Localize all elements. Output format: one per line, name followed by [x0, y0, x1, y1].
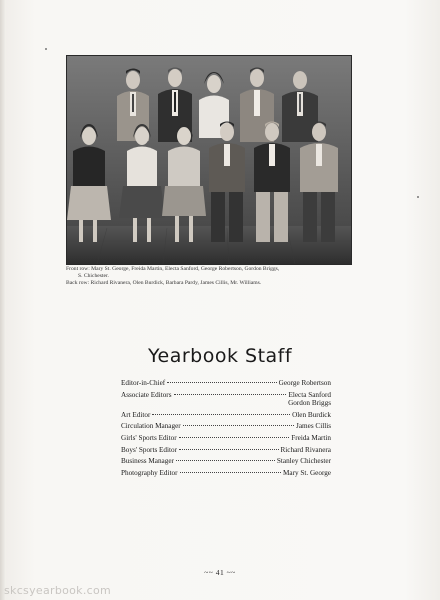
staff-name: Mary St. George	[283, 468, 331, 477]
speck	[45, 48, 47, 50]
leader-dots	[179, 429, 290, 438]
staff-role: Art Editor	[121, 410, 151, 419]
staff-role: Girls' Sports Editor	[121, 433, 177, 442]
staff-name: Freida Martin	[291, 433, 331, 442]
page-number: ~~ 41 ~~	[204, 568, 236, 577]
staff-role: Boys' Sports Editor	[121, 445, 178, 454]
staff-role: Circulation Manager	[121, 422, 181, 431]
caption-front-row: Front row: Mary St. George, Freida Martin, Electa Sanford, George Robertson, Gordon Briggs,	[66, 266, 280, 272]
staff-name: Gordon Briggs	[288, 399, 331, 408]
leader-dots	[180, 464, 282, 473]
group-photo-illustration	[67, 56, 351, 264]
staff-role: Editor-in-Chief	[121, 379, 166, 387]
staff-name: Electa Sanford	[288, 390, 331, 399]
leader-dots	[183, 417, 294, 426]
leader-dots	[174, 386, 287, 395]
staff-role: Business Manager	[121, 457, 174, 466]
staff-list	[121, 376, 331, 477]
staff-row	[121, 466, 331, 478]
watermark: skcsyearbook.com	[4, 584, 112, 597]
section-title: Yearbook Staff	[147, 345, 293, 367]
staff-name: James Cillis	[296, 422, 331, 431]
staff-role: Associate Editors	[121, 390, 172, 399]
staff-row	[121, 388, 331, 400]
leader-dots	[179, 441, 278, 450]
caption-front-row-cont: S. Chichester.	[78, 273, 109, 280]
staff-role: Photography Editor	[121, 468, 178, 477]
speck	[417, 196, 419, 198]
photo-caption	[66, 266, 356, 288]
staff-name: George Robertson	[278, 379, 331, 387]
leader-dots	[167, 374, 276, 383]
caption-back-row: Back row: Richard Rivanera, Olen Burdick, Barbara Pardy, James Cillis, Mr. Williams.	[66, 280, 262, 287]
staff-name: Stanley Chichester	[276, 457, 331, 466]
leader-dots	[176, 452, 275, 461]
group-photo	[66, 55, 352, 265]
page-edge-shadow	[0, 0, 6, 600]
staff-name: Olen Burdick	[292, 410, 331, 419]
leader-dots	[152, 406, 290, 415]
staff-name: Richard Rivanera	[280, 445, 331, 454]
